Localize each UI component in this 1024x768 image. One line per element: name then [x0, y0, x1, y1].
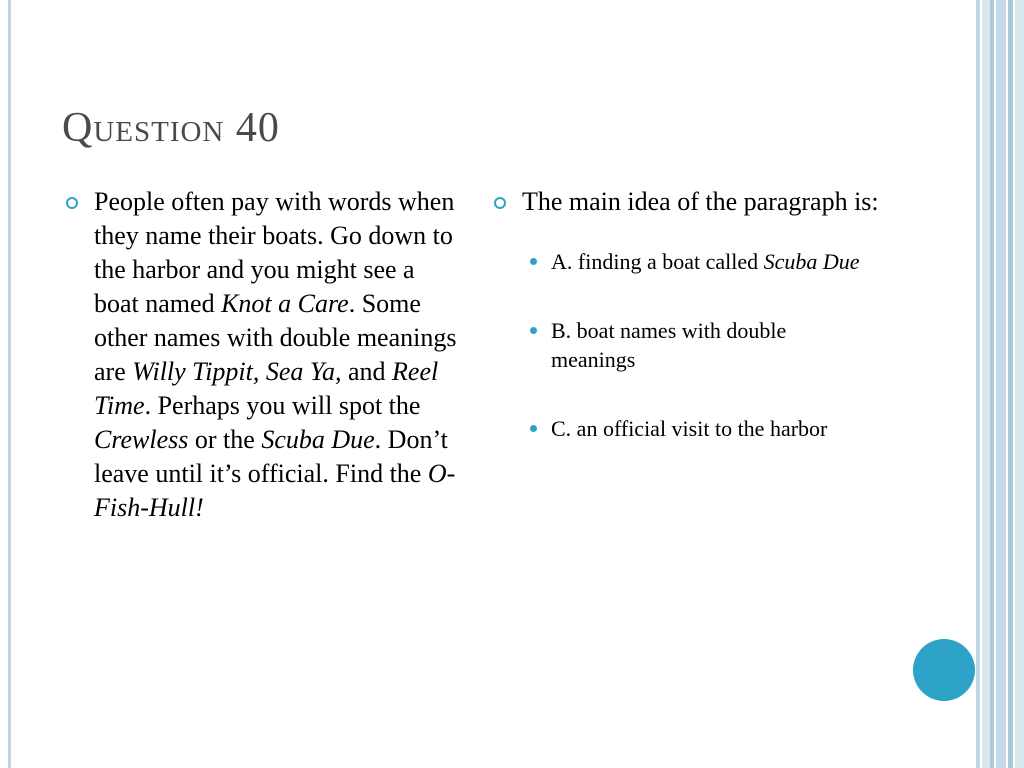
passage-segment: . Perhaps you will spot the — [144, 391, 421, 420]
question-bullet — [490, 185, 880, 219]
decor-circle — [913, 639, 975, 701]
dot-bullet-icon — [530, 258, 537, 265]
answer-option-a[interactable] — [530, 247, 880, 276]
option-b-text: B. boat names with double meanings — [551, 318, 787, 372]
ring-bullet-icon — [494, 197, 506, 209]
passage-segment: or the — [188, 425, 262, 454]
answer-option-text — [551, 247, 861, 276]
answer-option-text — [551, 414, 861, 443]
right-column — [490, 185, 880, 483]
answer-options — [530, 247, 880, 443]
left-column — [62, 185, 462, 525]
decor-stripe — [982, 0, 990, 768]
dot-bullet-icon — [530, 327, 537, 334]
question-text: The main idea of the paragraph is: — [522, 187, 879, 216]
passage-segment: . Don’t leave until it’s official. Find the — [94, 425, 448, 488]
decor-stripe — [1015, 0, 1024, 768]
option-a-prefix: A. finding a boat called — [551, 249, 764, 274]
passage-segment: and — [341, 357, 393, 386]
decor-stripe — [1008, 0, 1013, 768]
passage-text — [94, 185, 462, 525]
option-a-italic: Scuba Due — [763, 249, 860, 274]
passage-italic-segment: Reel Time — [94, 357, 439, 420]
passage-italic-segment: O-Fish-Hull! — [94, 459, 456, 522]
passage-italic-segment: Willy Tippit, Sea Ya, — [132, 357, 342, 386]
answer-option-b[interactable] — [530, 316, 880, 374]
answer-option-c[interactable] — [530, 414, 880, 443]
slide-border-left — [8, 0, 11, 768]
passage-italic-segment: Scuba Due — [261, 425, 375, 454]
dot-bullet-icon — [530, 425, 537, 432]
passage-bullet — [62, 185, 462, 525]
passage-segment: People often pay with words when they name their boats. Go down to the harbor and you might see a boat named — [94, 187, 455, 318]
slide-title: Question 40 — [62, 105, 280, 151]
decor-stripe — [996, 0, 1006, 768]
decor-stripe — [976, 0, 980, 768]
answer-option-text — [551, 316, 861, 374]
passage-italic-segment: Crewless — [94, 425, 189, 454]
passage-italic-segment: Knot a Care — [221, 289, 349, 318]
ring-bullet-icon — [66, 197, 78, 209]
decor-stripe — [990, 0, 994, 768]
option-c-text: C. an official visit to the harbor — [551, 416, 828, 441]
passage-segment: . Some other names with double meanings are — [94, 289, 457, 386]
